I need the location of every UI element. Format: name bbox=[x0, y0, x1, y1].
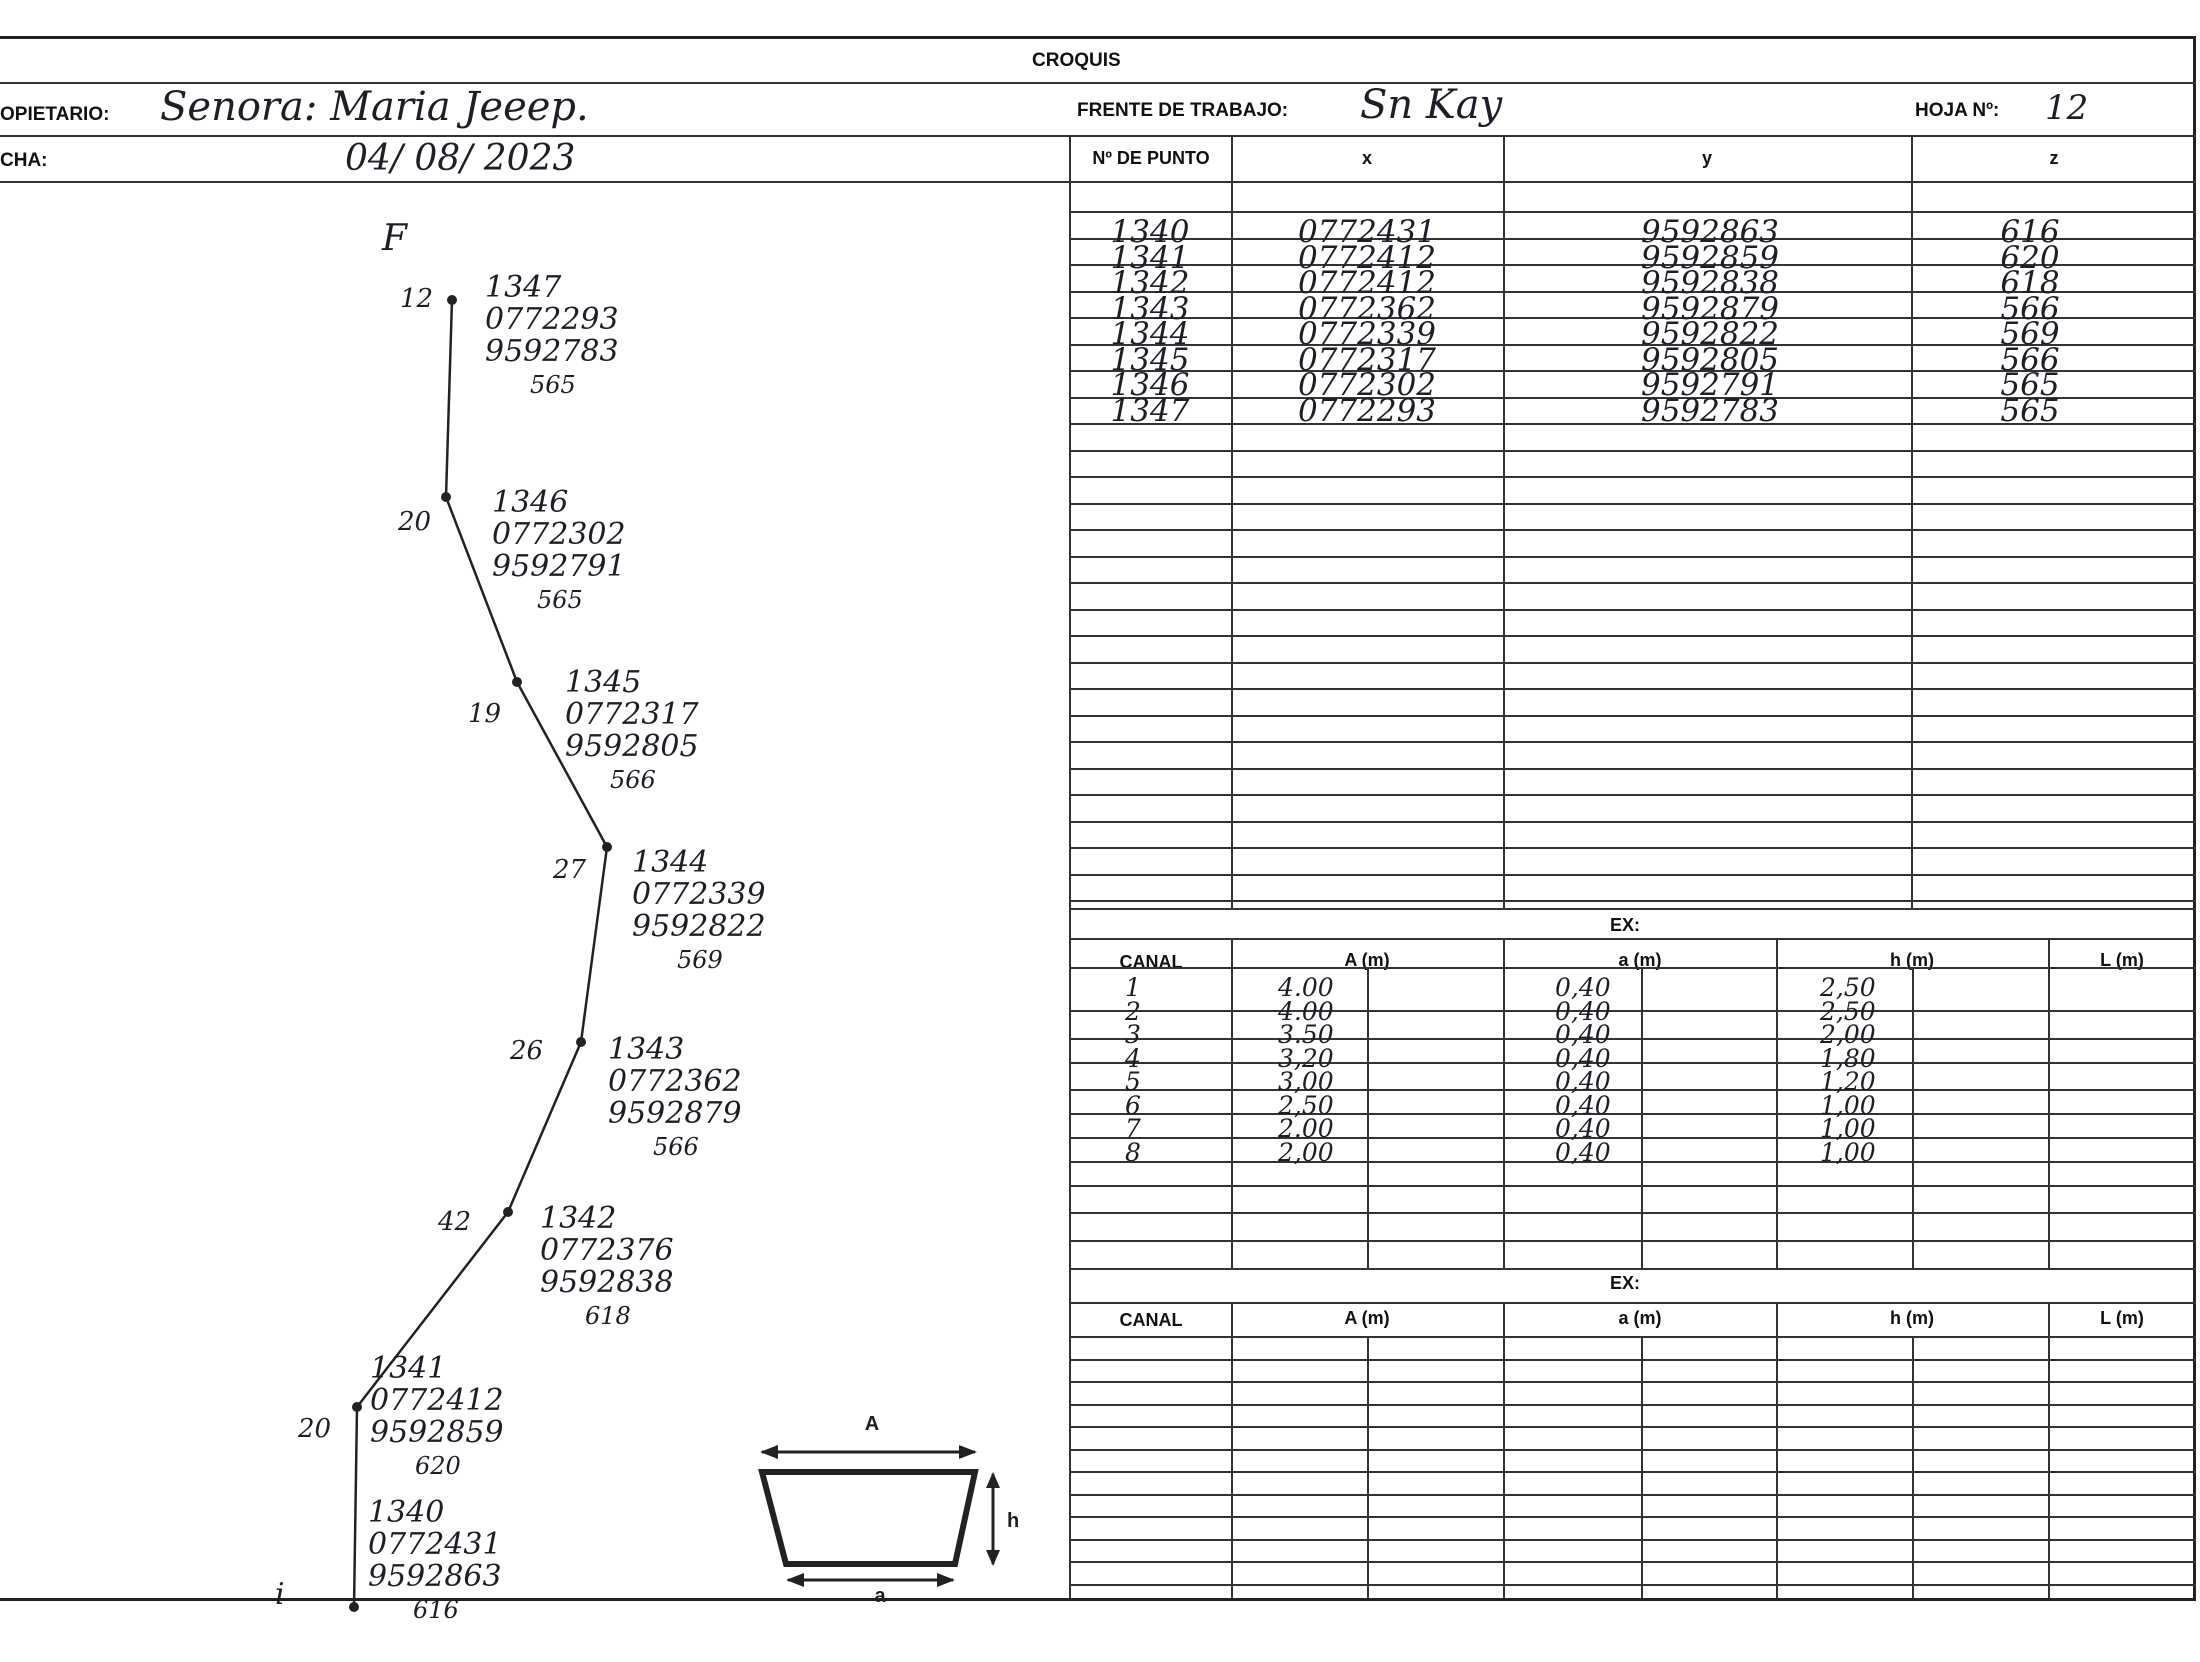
grid-row-line bbox=[1069, 900, 2196, 902]
x-cell: 0772317 bbox=[1297, 341, 1437, 378]
z-cell: 616 bbox=[2000, 214, 2060, 250]
y-cell: 9592791 bbox=[1640, 367, 1780, 403]
grid-row-line bbox=[1069, 1494, 2196, 1496]
sketch-nodes bbox=[297, 270, 766, 1624]
segment-length-label: 12 bbox=[400, 284, 434, 314]
canal1-col-a: a (m) bbox=[1618, 950, 1662, 970]
vertex-dot bbox=[576, 1037, 586, 1047]
node-y-label: 9592822 bbox=[632, 909, 766, 944]
diagram-h-label: h bbox=[1007, 1510, 1020, 1532]
vertex-dot bbox=[349, 1602, 359, 1612]
canal1-col-A: A (m) bbox=[1344, 950, 1390, 970]
node-y-label: 9592879 bbox=[608, 1096, 742, 1131]
arrowhead-icon bbox=[986, 1472, 1000, 1488]
canal-cell: 8 bbox=[1125, 1137, 1141, 1167]
a-cell: 0,40 bbox=[1555, 1137, 1611, 1167]
segment-length-label: 19 bbox=[468, 699, 502, 729]
canal1-top bbox=[1069, 938, 2196, 940]
canal-cell: 3 bbox=[1125, 1020, 1141, 1049]
grid-col-line bbox=[1911, 135, 1913, 908]
A-cell: 2,00 bbox=[1278, 1137, 1334, 1167]
canal2-col-h: h (m) bbox=[1890, 1308, 1934, 1328]
canal2-col-canal: CANAL bbox=[1119, 1310, 1183, 1330]
grid-row-line bbox=[1069, 476, 2196, 478]
col-x-header: x bbox=[1361, 148, 1372, 168]
y-cell: 9592805 bbox=[1640, 341, 1780, 378]
vertex-dot bbox=[352, 1402, 362, 1412]
canal2-col-a: a (m) bbox=[1618, 1308, 1662, 1328]
node-x-label: 0772293 bbox=[485, 302, 619, 337]
grid-col-line bbox=[1503, 1302, 1505, 1598]
segment-length-label: 20 bbox=[298, 1414, 332, 1444]
y-cell: 9592863 bbox=[1640, 214, 1780, 250]
grid-row-line bbox=[1069, 1268, 2196, 1270]
grid-row-line bbox=[1069, 582, 2196, 584]
grid-row-line bbox=[1069, 609, 2196, 611]
node-x-label: 0772431 bbox=[368, 1527, 502, 1562]
grid-col-line bbox=[1231, 1302, 1233, 1598]
A-cell: 4.00 bbox=[1278, 996, 1334, 1026]
punto-cell: 1343 bbox=[1110, 290, 1190, 327]
A-cell: 3,20 bbox=[1278, 1043, 1334, 1073]
node-punto-label: 1344 bbox=[632, 845, 709, 880]
grid-row-line bbox=[1069, 529, 2196, 531]
node-punto-label: 1346 bbox=[492, 485, 569, 520]
canal-cell: 2 bbox=[1125, 996, 1141, 1026]
node-y-label: 9592805 bbox=[565, 729, 699, 764]
node-x-label: 0772412 bbox=[370, 1383, 504, 1418]
h-cell: 2,50 bbox=[1820, 996, 1876, 1026]
a-cell: 0,40 bbox=[1555, 1114, 1611, 1143]
node-z-label: 620 bbox=[415, 1452, 461, 1480]
grid-subcol-line bbox=[1641, 1336, 1643, 1598]
propietario-value: Senora: Maria Jeeep. bbox=[160, 84, 589, 130]
grid-row-line bbox=[1069, 741, 2196, 743]
grid-col-line bbox=[1503, 938, 1505, 1268]
panel-divider bbox=[1069, 135, 1071, 1599]
node-y-label: 9592791 bbox=[492, 549, 626, 584]
grid-row-line bbox=[1069, 556, 2196, 558]
arrowhead-icon bbox=[760, 1445, 778, 1459]
canal1-col-L: L (m) bbox=[2100, 950, 2144, 970]
y-cell: 9592783 bbox=[1640, 392, 1780, 429]
grid-subcol-line bbox=[1367, 967, 1369, 1268]
grid-row-line bbox=[1069, 688, 2196, 690]
h-cell: 2,50 bbox=[1820, 973, 1876, 1002]
hoja-value: 12 bbox=[2045, 88, 2089, 128]
grid-row-line bbox=[1069, 847, 2196, 849]
h-cell: 2,00 bbox=[1820, 1020, 1876, 1049]
grid-row-line bbox=[1069, 821, 2196, 823]
A-cell: 2.00 bbox=[1278, 1114, 1334, 1143]
node-punto-label: 1343 bbox=[608, 1032, 685, 1067]
arrowhead-icon bbox=[959, 1445, 977, 1459]
grid-row-line bbox=[1069, 1240, 2196, 1242]
grid-row-line bbox=[1069, 1010, 2196, 1012]
grid-subcol-line bbox=[1912, 967, 1914, 1268]
node-z-label: 618 bbox=[585, 1302, 631, 1330]
punto-cell: 1344 bbox=[1110, 316, 1190, 352]
form-title: CROQUIS bbox=[1032, 50, 1121, 71]
node-punto-label: 1340 bbox=[368, 1495, 445, 1530]
y-cell: 9592838 bbox=[1640, 265, 1780, 301]
canal2-col-A: A (m) bbox=[1344, 1308, 1390, 1328]
canal-cell: 5 bbox=[1125, 1067, 1141, 1096]
punto-cell: 1347 bbox=[1110, 392, 1190, 429]
grid-row-line bbox=[1069, 1359, 2196, 1361]
punto-cell: 1340 bbox=[1110, 214, 1190, 250]
x-cell: 0772412 bbox=[1297, 239, 1437, 276]
croquis-sketch bbox=[0, 182, 1068, 1662]
grid-subcol-line bbox=[1367, 1336, 1369, 1598]
grid-col-line bbox=[1231, 938, 1233, 1268]
sketch-top-label: F bbox=[382, 218, 407, 259]
z-cell: 620 bbox=[2000, 239, 2060, 276]
grid-row-line bbox=[1069, 1062, 2196, 1064]
grid-col-line bbox=[2048, 1302, 2050, 1598]
x-cell: 0772293 bbox=[1297, 392, 1437, 429]
node-x-label: 0772376 bbox=[540, 1233, 674, 1268]
grid-subcol-line bbox=[1912, 1336, 1914, 1598]
grid-row-line bbox=[1069, 1336, 2196, 1338]
punto-cell: 1346 bbox=[1110, 367, 1190, 403]
z-cell: 566 bbox=[2000, 290, 2060, 327]
propietario-rule bbox=[0, 135, 1070, 137]
canal1-ex-label: EX: bbox=[1610, 915, 1641, 935]
vertex-dot bbox=[512, 677, 522, 687]
node-z-label: 566 bbox=[653, 1133, 699, 1161]
grid-row-line bbox=[1069, 211, 2196, 213]
grid-row-line bbox=[1069, 1561, 2196, 1563]
grid-col-line bbox=[1776, 1302, 1778, 1598]
vertex-dot bbox=[602, 842, 612, 852]
segment-length-label: 27 bbox=[553, 855, 587, 885]
z-cell: 566 bbox=[2000, 341, 2060, 378]
h-cell: 1,00 bbox=[1820, 1114, 1876, 1143]
grid-row-line bbox=[1069, 1161, 2196, 1163]
a-cell: 0,40 bbox=[1555, 996, 1611, 1026]
grid-row-line bbox=[1069, 662, 2196, 664]
canal2-ex-label: EX: bbox=[1610, 1273, 1641, 1293]
h-cell: 1,00 bbox=[1820, 1090, 1876, 1120]
sketch-bottom-label: i bbox=[275, 1577, 285, 1612]
canal-cell: 4 bbox=[1125, 1043, 1141, 1073]
propietario-label: OPIETARIO: bbox=[0, 104, 110, 125]
node-z-label: 569 bbox=[677, 946, 723, 974]
grid-subcol-line bbox=[1641, 967, 1643, 1268]
a-cell: 0,40 bbox=[1555, 1090, 1611, 1120]
canal1-col-h: h (m) bbox=[1890, 950, 1934, 970]
x-cell: 0772412 bbox=[1297, 265, 1437, 301]
segment-length-label: 42 bbox=[438, 1207, 472, 1237]
z-cell: 618 bbox=[2000, 265, 2060, 301]
grid-row-line bbox=[1069, 1185, 2196, 1187]
canal2-col-L: L (m) bbox=[2100, 1308, 2144, 1328]
node-x-label: 0772317 bbox=[565, 697, 699, 732]
grid-row-line bbox=[1069, 1302, 2196, 1304]
y-cell: 9592879 bbox=[1640, 290, 1780, 327]
points-header-top bbox=[1069, 135, 2196, 137]
col-punto-header: Nº DE PUNTO bbox=[1092, 148, 1210, 168]
arrowhead-icon bbox=[786, 1573, 804, 1587]
arrowhead-icon bbox=[986, 1550, 1000, 1566]
diagram-a-label: a bbox=[874, 1585, 886, 1607]
z-cell: 565 bbox=[2000, 367, 2060, 403]
grid-col-line bbox=[1503, 135, 1505, 908]
grid-row-line bbox=[1069, 1089, 2196, 1091]
x-cell: 0772431 bbox=[1297, 214, 1437, 250]
grid-col-line bbox=[2048, 938, 2050, 1268]
segment-length-label: 26 bbox=[510, 1036, 544, 1066]
node-y-label: 9592838 bbox=[540, 1265, 674, 1300]
grid-col-line bbox=[1776, 938, 1778, 1268]
x-cell: 0772302 bbox=[1297, 367, 1437, 403]
A-cell: 2,50 bbox=[1278, 1090, 1334, 1120]
grid-row-line bbox=[1069, 1516, 2196, 1518]
canal-cell: 1 bbox=[1125, 973, 1141, 1002]
vertex-dot bbox=[447, 295, 457, 305]
frente-value: Sn Kay bbox=[1360, 82, 1503, 128]
grid-row-line bbox=[1069, 1426, 2196, 1428]
node-z-label: 616 bbox=[413, 1596, 459, 1624]
A-cell: 3,00 bbox=[1278, 1067, 1334, 1096]
vertex-dot bbox=[503, 1207, 513, 1217]
x-cell: 0772362 bbox=[1297, 290, 1437, 327]
grid-row-line bbox=[1069, 450, 2196, 452]
A-cell: 3.50 bbox=[1278, 1020, 1334, 1049]
z-cell: 569 bbox=[2000, 316, 2060, 352]
x-cell: 0772339 bbox=[1297, 316, 1437, 352]
a-cell: 0,40 bbox=[1555, 1043, 1611, 1073]
node-x-label: 0772362 bbox=[608, 1064, 742, 1099]
points-header-bottom bbox=[1069, 181, 2196, 183]
node-punto-label: 1341 bbox=[370, 1351, 447, 1386]
grid-row-line bbox=[1069, 1404, 2196, 1406]
h-cell: 1,00 bbox=[1820, 1137, 1876, 1167]
z-cell: 565 bbox=[2000, 392, 2060, 429]
grid-row-line bbox=[1069, 1038, 2196, 1040]
node-punto-label: 1347 bbox=[485, 270, 562, 305]
grid-row-line bbox=[1069, 1471, 2196, 1473]
grid-row-line bbox=[1069, 967, 2196, 969]
grid-row-line bbox=[1069, 1113, 2196, 1115]
grid-row-line bbox=[1069, 1539, 2196, 1541]
node-z-label: 565 bbox=[537, 586, 583, 614]
grid-col-line bbox=[1231, 135, 1233, 908]
node-z-label: 565 bbox=[530, 371, 576, 399]
canal-cell: 6 bbox=[1125, 1090, 1141, 1120]
trapezoid-shape bbox=[762, 1472, 975, 1564]
grid-row-line bbox=[1069, 503, 2196, 505]
h-cell: 1,20 bbox=[1820, 1067, 1876, 1096]
segment-length-label: 20 bbox=[398, 507, 432, 537]
h-cell: 1,80 bbox=[1820, 1043, 1876, 1073]
a-cell: 0,40 bbox=[1555, 1020, 1611, 1049]
grid-row-line bbox=[1069, 794, 2196, 796]
grid-row-line bbox=[1069, 635, 2196, 637]
y-cell: 9592859 bbox=[1640, 239, 1780, 276]
punto-cell: 1341 bbox=[1110, 239, 1190, 276]
node-y-label: 9592783 bbox=[485, 334, 619, 369]
node-punto-label: 1345 bbox=[565, 665, 642, 700]
canal-cell: 7 bbox=[1125, 1114, 1141, 1143]
grid-row-line bbox=[1069, 874, 2196, 876]
punto-cell: 1342 bbox=[1110, 265, 1190, 301]
node-y-label: 9592863 bbox=[368, 1559, 502, 1594]
grid-row-line bbox=[1069, 1381, 2196, 1383]
a-cell: 0,40 bbox=[1555, 1067, 1611, 1096]
arrowhead-icon bbox=[937, 1573, 955, 1587]
grid-row-line bbox=[1069, 768, 2196, 770]
diagram-A-label: A bbox=[864, 1413, 880, 1435]
node-y-label: 9592859 bbox=[370, 1415, 504, 1450]
node-x-label: 0772302 bbox=[492, 517, 626, 552]
node-punto-label: 1342 bbox=[540, 1201, 617, 1236]
punto-cell: 1345 bbox=[1110, 341, 1190, 378]
node-x-label: 0772339 bbox=[632, 877, 766, 912]
grid-row-line bbox=[1069, 1137, 2196, 1139]
grid-row-line bbox=[1069, 1212, 2196, 1214]
a-cell: 0,40 bbox=[1555, 973, 1611, 1002]
grid-row-line bbox=[1069, 1584, 2196, 1586]
grid-row-line bbox=[1069, 908, 2196, 910]
col-z-header: z bbox=[2049, 148, 2059, 168]
grid-row-line bbox=[1069, 715, 2196, 717]
fecha-value: 04/ 08/ 2023 bbox=[345, 138, 576, 179]
grid-row-line bbox=[1069, 1449, 2196, 1451]
node-z-label: 566 bbox=[610, 766, 656, 794]
fecha-label: CHA: bbox=[0, 150, 48, 171]
canal1-col-canal: CANAL bbox=[1119, 952, 1183, 972]
frente-label: FRENTE DE TRABAJO: bbox=[1077, 100, 1289, 121]
col-y-header: y bbox=[1701, 148, 1712, 168]
y-cell: 9592822 bbox=[1640, 316, 1780, 352]
canal-section-diagram bbox=[760, 1413, 1019, 1607]
vertex-dot bbox=[441, 492, 451, 502]
hoja-label: HOJA Nº: bbox=[1915, 100, 2000, 121]
A-cell: 4.00 bbox=[1278, 973, 1334, 1002]
